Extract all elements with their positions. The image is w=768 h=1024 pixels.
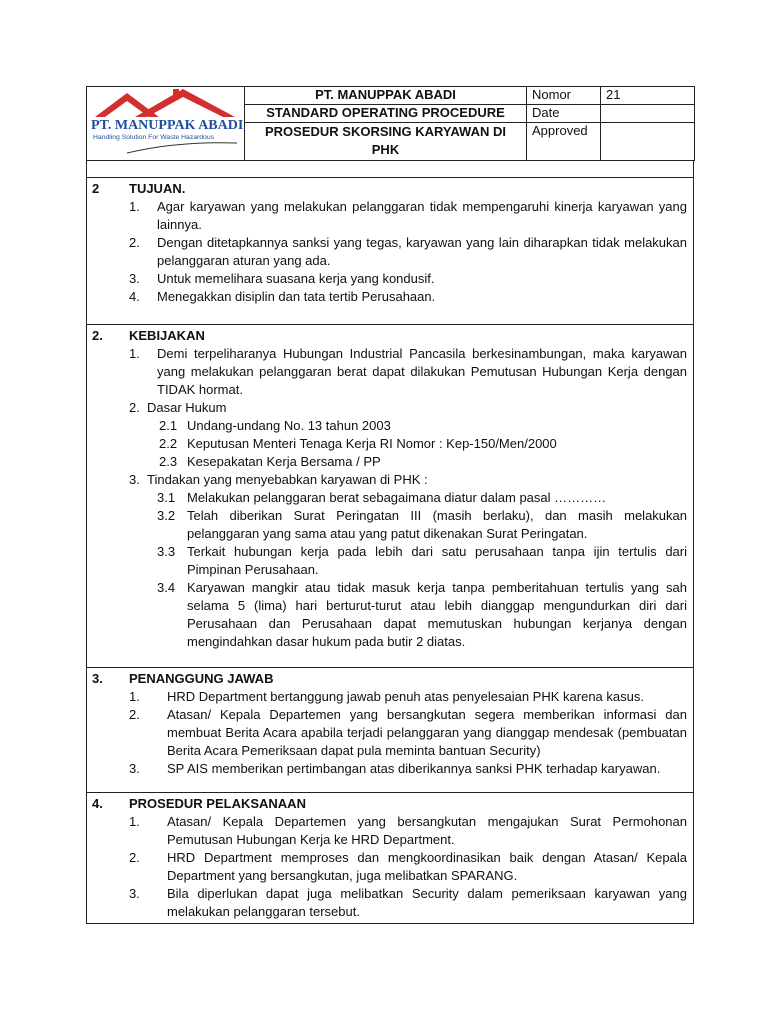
section-number: 2 (92, 181, 100, 196)
section-title: PROSEDUR PELAKSANAAN (129, 796, 306, 811)
logo-tagline: Handling Solution For Waste Hazardous (93, 134, 215, 141)
section-number: 2. (92, 328, 103, 343)
nomor-value: 21 (601, 87, 695, 105)
section-prosedur (86, 793, 694, 924)
list-item: 2. Atasan/ Kepala Departemen yang bersangkutan segera memberikan informasi dan membuat Berita Acara apabila terjadi pelanggaran yang dianggap mendesak (pembuatan Berita Acara Pemeriksaan dapat pula meminta bantuan Security) (129, 707, 687, 758)
section-title: KEBIJAKAN (129, 328, 205, 343)
list-item: 1. HRD Department bertanggung jawab penuh atas penyelesaian PHK karena kasus. (129, 689, 644, 704)
list-item: 2.2 Keputusan Menteri Tenaga Kerja RI Nomor : Kep-150/Men/2000 (159, 436, 557, 451)
list-item: 4. Menegakkan disiplin dan tata tertib Perusahaan. (129, 289, 436, 304)
section-title: PENANGGUNG JAWAB (129, 671, 274, 686)
company-name: PT. MANUPPAK ABADI (245, 87, 527, 105)
list-item: 1. Demi terpeliharanya Hubungan Industrial Pancasila berkesinambungan, maka karyawan yang melakukan pelanggaran berat dapat dilakukan Pemutusan Hubungan Kerja dengan TIDAK hormat. (129, 346, 687, 397)
approved-value (601, 123, 695, 161)
list-item: 3. Untuk memelihara suasana kerja yang kondusif. (129, 271, 435, 286)
company-logo-cell (87, 87, 245, 161)
list-item: 3.1 Melakukan pelanggaran berat sebagaimana diatur dalam pasal ………… (157, 490, 607, 505)
list-item: 2. HRD Department memproses dan mengkoordinasikan baik dengan Atasan/ Kepala Department yang bersangkutan, juga melibatkan SPARANG. (129, 850, 687, 883)
section-number: 4. (92, 796, 103, 811)
list-item: 3.4 Karyawan mangkir atau tidak masuk kerja tanpa pemberitahuan tertulis yang sah selama 5 (lima) hari berturut-turut atau lebih dianggap mengundurkan diri dari Perusahaan dan Perusahaan dapat memutuskan hubungan kerjanya dengan mengindahkan dasar hukum pada butir 2 diatas. (157, 580, 687, 649)
section-tujuan (86, 178, 694, 325)
list-item: 3. SP AIS memberikan pertimbangan atas diberikannya sanksi PHK terhadap karyawan. (129, 761, 661, 776)
list-item: 2. Dengan ditetapkannya sanksi yang tegas, karyawan yang lain diharapkan tidak melakukan pelanggaran aturan yang ada. (129, 235, 687, 268)
sop-document (86, 86, 694, 924)
list-item: 2. Dasar Hukum (129, 400, 227, 415)
list-item: 3.3 Terkait hubungan kerja pada lebih dari satu perusahaan tanpa ijin tertulis dari Pimpinan Perusahaan. (157, 544, 687, 577)
list-item: 2.1 Undang-undang No. 13 tahun 2003 (159, 418, 391, 433)
doc-type: STANDARD OPERATING PROCEDURE (245, 105, 527, 123)
company-logo (87, 87, 243, 157)
nomor-label: Nomor (527, 87, 601, 105)
section-title: TUJUAN. (129, 181, 186, 196)
header-spacer (86, 161, 694, 178)
date-value (601, 105, 695, 123)
date-label: Date (527, 105, 601, 123)
list-item: 3. Bila diperlukan dapat juga melibatkan Security dalam pemeriksaan karyawan yang melakukan pelanggaran tersebut. (129, 886, 687, 919)
section-number: 3. (92, 671, 103, 686)
section-penanggung-jawab (86, 668, 694, 793)
header-table (86, 86, 695, 161)
list-item: 3.2 Telah diberikan Surat Peringatan III (masih berlaku), dan masih melakukan pelanggaran yang sama atau yang patut dikenakan Surat Peringatan. (157, 508, 687, 541)
doc-title: PROSEDUR SKORSING KARYAWAN DI PHK (245, 123, 527, 161)
approved-label: Approved (527, 123, 601, 161)
list-item: 1. Agar karyawan yang melakukan pelanggaran tidak mempengaruhi kinerja karyawan yang lainnya. (129, 199, 687, 232)
logo-company-text: PT. MANUPPAK ABADI (91, 118, 243, 133)
list-item: 3. Tindakan yang menyebabkan karyawan di PHK : (129, 472, 428, 487)
list-item: 2.3 Kesepakatan Kerja Bersama / PP (159, 454, 381, 469)
section-kebijakan (86, 325, 694, 668)
list-item: 1. Atasan/ Kepala Departemen yang bersangkutan mengajukan Surat Permohonan Pemutusan Hubungan Kerja ke HRD Department. (129, 814, 687, 847)
